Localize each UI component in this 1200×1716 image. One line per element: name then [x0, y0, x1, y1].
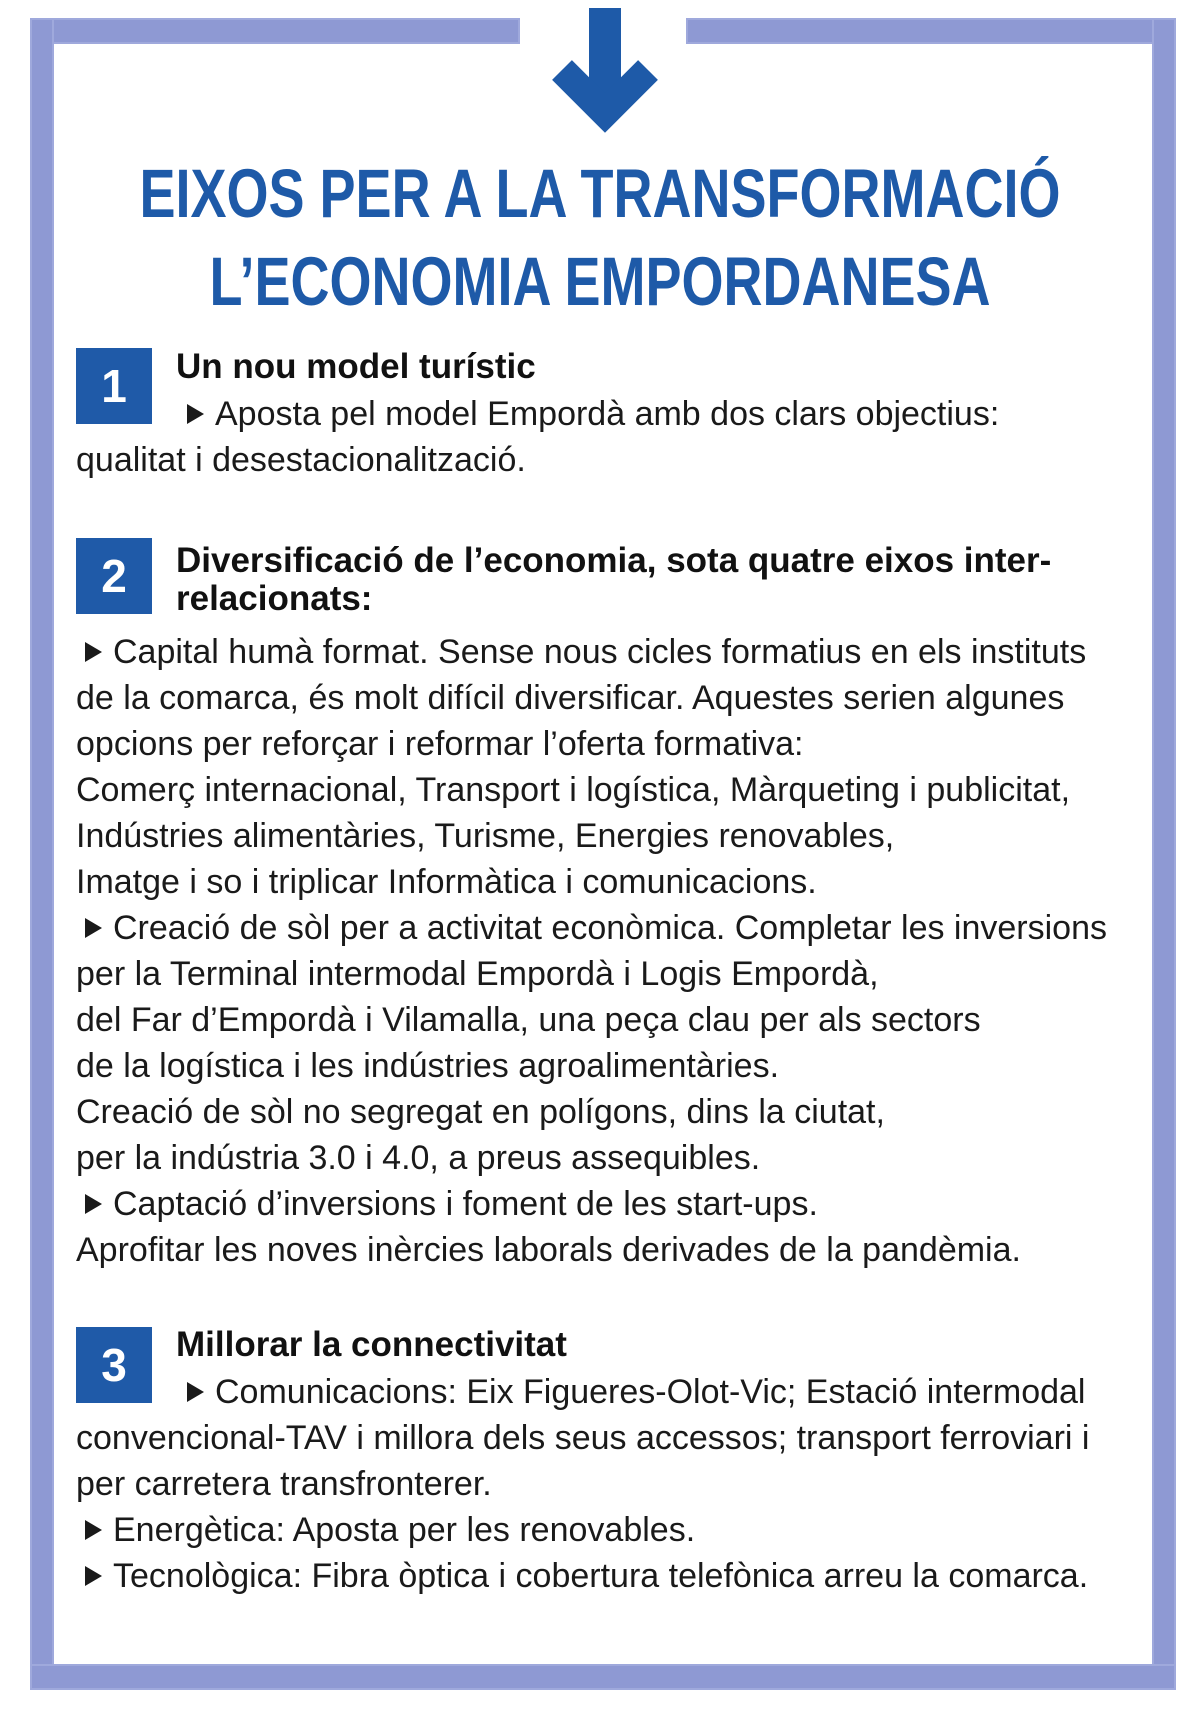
frame-border-top-left — [30, 18, 520, 44]
body-line-text: per carretera transfronterer. — [76, 1465, 492, 1503]
section-heading — [176, 542, 1051, 618]
body-line-text: Creació de sòl no segregat en polígons, dins la ciutat, — [76, 1093, 885, 1131]
body-line — [76, 813, 1107, 859]
title-line-2 — [0, 243, 1200, 321]
body-line — [76, 1089, 1107, 1135]
body-line — [76, 1553, 1089, 1599]
body-line-text: Captació d’inversions i foment de les start-ups. — [113, 1185, 818, 1223]
section-heading-line: relacionats: — [176, 579, 373, 618]
triangle-right-icon — [85, 1566, 102, 1586]
title-line-2-text: L’ECONOMIA EMPORDANESA — [209, 243, 991, 321]
body-line-text: Creació de sòl per a activitat econòmica. Completar les inversions — [113, 909, 1108, 947]
title-line-1 — [0, 155, 1200, 233]
body-line — [76, 721, 1107, 767]
body-line — [76, 997, 1107, 1043]
triangle-right-icon — [187, 404, 204, 424]
title-line-1-text: EIXOS PER A LA TRANSFORMACIÓ — [139, 155, 1061, 233]
body-line — [76, 1227, 1107, 1273]
section-heading-line: Diversificació de l’economia, sota quatre eixos inter- — [176, 541, 1052, 580]
body-line-text: de la comarca, és molt difícil diversificar. Aquestes serien algunes — [76, 679, 1065, 717]
body-line — [76, 905, 1107, 951]
body-line-text: Capital humà format. Sense nous cicles formatius en els instituts — [113, 633, 1087, 671]
body-line — [76, 1369, 1089, 1415]
body-line — [76, 1507, 1089, 1553]
triangle-right-icon — [85, 1520, 102, 1540]
body-line — [76, 767, 1107, 813]
body-line — [76, 1461, 1089, 1507]
frame-border-bottom — [30, 1664, 1176, 1690]
section-number-badge: 2 — [76, 538, 152, 614]
section-body — [76, 1369, 1089, 1599]
body-line-text: opcions per reforçar i reformar l’oferta formativa: — [76, 725, 804, 763]
section-heading-line: Millorar la connectivitat — [176, 1325, 567, 1364]
section-number-badge: 3 — [76, 1327, 152, 1403]
section-heading — [176, 1326, 567, 1364]
body-line — [76, 1181, 1107, 1227]
body-line-text: Energètica: Aposta per les renovables. — [113, 1511, 696, 1549]
body-line-text: qualitat i desestacionalització. — [76, 441, 526, 479]
body-line-text: del Far d’Empordà i Vilamalla, una peça clau per als sectors — [76, 1001, 981, 1039]
body-line — [76, 675, 1107, 721]
body-line-text: Aprofitar les noves inèrcies laborals derivades de la pandèmia. — [76, 1231, 1021, 1269]
body-line-text: Aposta pel model Empordà amb dos clars objectius: — [215, 395, 1000, 433]
section-heading-line: Un nou model turístic — [176, 347, 536, 386]
body-line-text: convencional-TAV i millora dels seus accessos; transport ferroviari i — [76, 1419, 1090, 1457]
triangle-right-icon — [85, 642, 102, 662]
body-line-text: Comunicacions: Eix Figueres-Olot-Vic; Estació intermodal — [215, 1373, 1086, 1411]
body-line — [76, 391, 999, 437]
body-line-text: per la indústria 3.0 i 4.0, a preus assequibles. — [76, 1139, 761, 1177]
section-number-badge: 1 — [76, 348, 152, 424]
body-line — [76, 951, 1107, 997]
body-line — [76, 859, 1107, 905]
body-line — [76, 629, 1107, 675]
frame-border-top-right — [686, 18, 1176, 44]
triangle-right-icon — [85, 1194, 102, 1214]
body-line-text: Indústries alimentàries, Turisme, Energies renovables, — [76, 817, 895, 855]
body-line — [76, 1135, 1107, 1181]
section-heading — [176, 348, 536, 386]
body-line — [76, 437, 999, 483]
body-line-text: Tecnològica: Fibra òptica i cobertura telefònica arreu la comarca. — [113, 1557, 1089, 1595]
body-line — [76, 1415, 1089, 1461]
body-line-text: per la Terminal intermodal Empordà i Logis Empordà, — [76, 955, 879, 993]
arrow-down-icon — [545, 0, 665, 140]
triangle-right-icon — [85, 918, 102, 938]
triangle-right-icon — [187, 1382, 204, 1402]
body-line-text: Comerç internacional, Transport i logística, Màrqueting i publicitat, — [76, 771, 1071, 809]
body-line-text: de la logística i les indústries agroalimentàries. — [76, 1047, 780, 1085]
body-line-text: Imatge i so i triplicar Informàtica i comunicacions. — [76, 863, 817, 901]
section-body — [76, 629, 1107, 1273]
section-body — [76, 391, 999, 483]
body-line — [76, 1043, 1107, 1089]
